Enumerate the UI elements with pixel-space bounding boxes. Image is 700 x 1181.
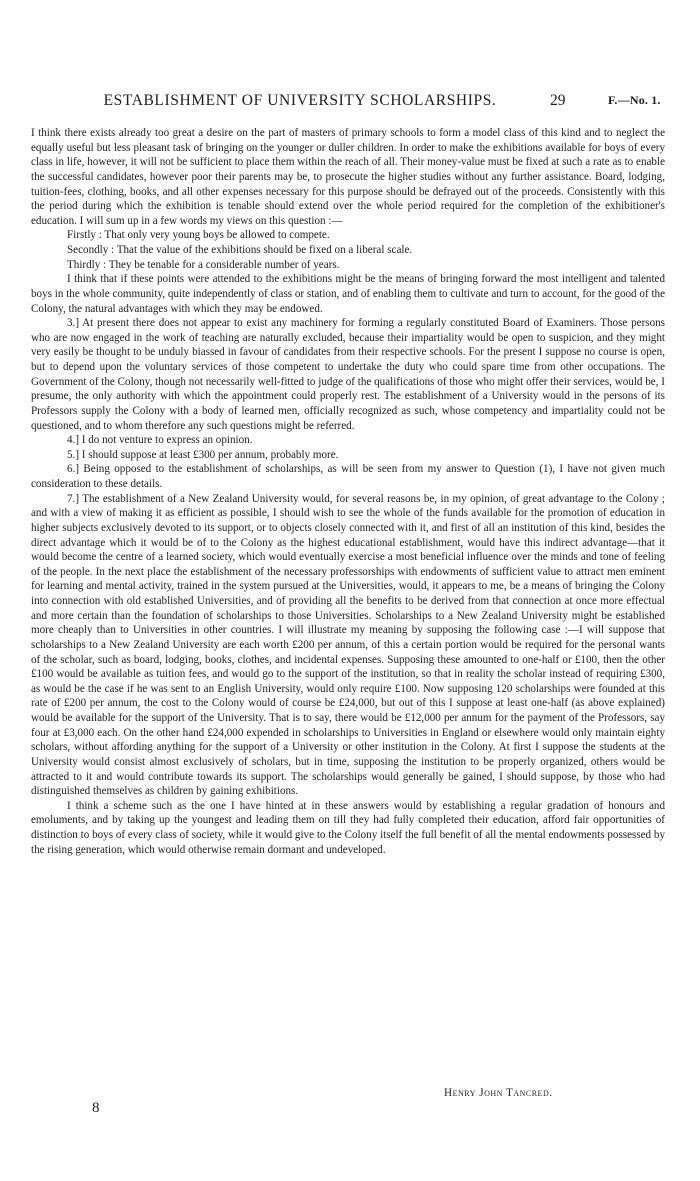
page-header (0, 0, 700, 120)
paragraph: 7.] The establishment of a New Zealand University would, for several reasons be, in my opinion, of great advantage to the Colony ; and with a view of making it as efficient as possible, I should wish to see the whole of the funds available for the promotion of education in higher subjects exclusively devoted to its support, or to objects closely connected with it, and first of all an institution of this kind, besides the direct advantage which it would be of to the Colony as the highest educational establishment, would have this indirect advantage—that it would become the centre of a learned society, which would eventually exercise a most beneficial influence over the minds and tone of feeling of the people. In the next place the establishment of the necessary professorships with endowments of sufficient value to attract men eminent for learning and mental activity, trained in the system pursued at the Universities, would, it appears to me, be a means of bringing the Colony into connection with old established Universities, and of providing all the benefits to be derived from that connection at once more effectual and more certain than the foundation of scholarships to those Universities. Scholarships to a New Zealand University might be established more cheaply than to Universities in other countries. I will illustrate my meaning by supposing the following case :—I will suppose that scholarships to a New Zealand University are each worth £200 per annum, of this a certain portion would be required for the personal wants of the scholar, such as board, lodging, books, clothes, and incidental expenses. Supposing these amounted to one-half or £100, then the other £100 would be available as tuition fees, and would go to the support of the institution, so that in reality the scholar instead of requiring £300, as would be the case if he was sent to an English University, would only require £100. Now supposing 120 scholarships were founded at this rate of £200 per annum, the cost to the Colony would of course be £24,000, but out of this I suppose at least one-half (as above explained) would be available for the support of the University. That is to say, there would be £12,000 per annum for the payment of the Professors, say four at £3,000 each. On the other hand £24,000 expended in scholarships to Universities in England or elsewhere would only maintain eighty scholars, without affording anything for the support of a University or other institution in the Colony. At first I suppose the students at the University would consist almost exclusively of scholars, but in time, supposing the institution to be properly organized, others would be attracted to it and would contribute towards its support. The scholarships would generally be gained, I should suppose, by those who had distinguished themselves as children by gaining exhibitions. (31, 492, 665, 798)
paragraph: 3.] At present there does not appear to exist any machinery for forming a regularly constituted Board of Examiners. Those persons who are now engaged in the work of teaching are naturally excluded, because their impartiality would be open to suspicion, and they might very easily be thought to be unduly biassed in favour of candidates from their respective schools. For the present I suppose no course is open, but to depend upon the voluntary services of those competent to undertake the duty who could spare time from other occupations. The Government of the Colony, though not necessarily well-fitted to judge of the qualifications of those who might offer their services, would be, I presume, the only authority with which the appointment could properly rest. The establishment of a University would in the persons of its Professors supply the Colony with a body of learned men, officially recognized as such, whose competency and impartiality could not be questioned, and to whom therefore any such questions might be referred. (31, 317, 665, 432)
paragraph: 4.] I do not venture to express an opinion. (67, 434, 253, 447)
paragraph: Secondly : That the value of the exhibitions should be fixed on a liberal scale. (67, 244, 413, 256)
paragraph: I think a scheme such as the one I have hinted at in these answers would by establishing a regular gradation of honours and emoluments, and by taking up the youngest and leading them on till they had fully completed their education, afford fair opportunities of distinction to boys of every class of society, while it would give to the Colony itself the full benefit of all the mental endowments possessed by the rising generation, which would otherwise remain dormant and undeveloped. (31, 799, 665, 856)
sheet-mark: 8 (92, 1100, 100, 1116)
paragraph: I think that if these points were attended to the exhibitions might be the means of bringing forward the most intelligent and talented boys in the whole community, quite independently of class or station, and of enabling them to cultivate and turn to account, for the good of the Colony, the natural advantages with which they may be endowed. (31, 273, 665, 315)
running-title: ESTABLISHMENT OF UNIVERSITY SCHOLARSHIPS. (103, 92, 497, 109)
paragraph: I think there exists already too great a desire on the part of masters of primary schools to form a model class of this kind and to neglect the equally useful but less pleasant task of bringing on the younger or duller children. In order to make the exhibitions available for boys of every class in life, however, it will not be sufficient to place them within the reach of all. Their money-value must be fixed at such a rate as to enable the successful candidates, however poor their parents may be, to prosecute the higher studies without any further assistance. Board, lodging, tuition-fees, clothing, books, and all other expenses necessary for this purpose should be defrayed out of the proceeds. Consistently with this the period during which the exhibition is tenable should extend over the whole period required for the completion of the exhibitioner's education. I will sum up in a few words my views on this question :— (31, 127, 665, 227)
paragraph: Firstly : That only very young boys be allowed to compete. (67, 229, 330, 242)
document-body (31, 126, 665, 857)
paragraph: Thirdly : They be tenable for a considerable number of years. (67, 258, 340, 271)
paper-reference: F.—No. 1. (608, 93, 661, 107)
paragraph: 6.] Being opposed to the establishment of scholarships, as will be seen from my answer to Question (1), I have not given much consideration to these details. (31, 463, 665, 490)
paragraph: 5.] I should suppose at least £300 per annum, probably more. (67, 448, 339, 461)
signature: Henry John Tancred. (444, 1087, 553, 1099)
page-number: 29 (550, 92, 566, 109)
